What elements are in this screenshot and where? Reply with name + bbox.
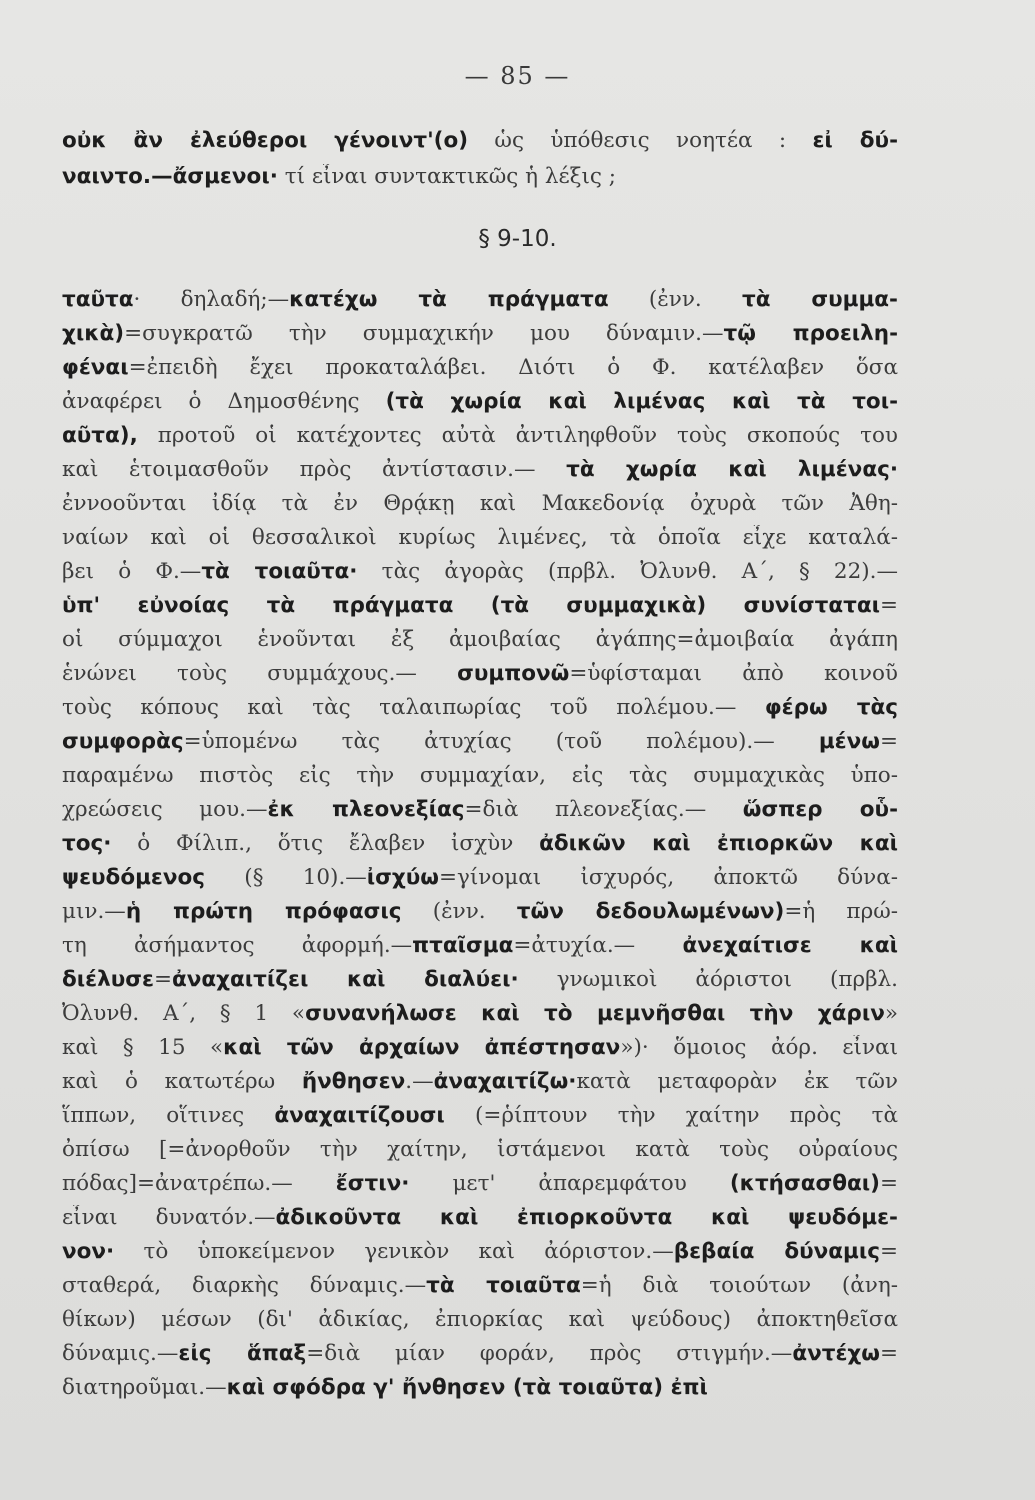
bold-term: εἰ δύ-	[812, 128, 898, 153]
bold-term: τος·	[62, 831, 112, 856]
gloss-text: τοὺς κόπους καὶ τὰς ταλαιπωρίας τοῦ πολέμου.—	[62, 695, 765, 720]
text-line	[62, 1001, 898, 1027]
gloss-text: ἀναφέρει ὁ Δημοσθένης	[62, 389, 386, 414]
bold-term: τὰ συμμα-	[742, 287, 898, 312]
text-line	[62, 423, 898, 449]
gloss-text: Ὀλυνθ. Α΄, § 1 «	[62, 1001, 306, 1026]
bold-term: τὰ τοιαῦτα	[426, 1273, 581, 1298]
bold-term: καὶ τῶν ἀρχαίων ἀπέστησαν	[223, 1035, 621, 1060]
gloss-text: θίκων) μέσων (δι' ἀδικίας, ἐπιορκίας καὶ ψεύδους) ἀποκτηθεῖσα	[62, 1307, 898, 1332]
gloss-text: =	[879, 1171, 898, 1196]
gloss-text: τη ἀσήμαντος ἀφορμή.—	[62, 933, 413, 958]
bold-term: ἀναχαιτίζω·	[433, 1069, 577, 1094]
gloss-text: δύναμις.—	[62, 1341, 179, 1366]
gloss-text: (=ῥίπτουν τὴν χαίτην πρὸς τὰ	[444, 1103, 898, 1128]
gloss-text: =ὑπομένω τὰς ἀτυχίας (τοῦ πολέμου).—	[183, 729, 819, 754]
text-line	[62, 321, 898, 347]
text-line	[62, 1239, 898, 1265]
gloss-text: =συγκρατῶ τὴν συμμαχικήν μου δύναμιν.—	[124, 321, 724, 346]
gloss-text: =ἐπειδὴ ἔχει προκαταλάβει. Διότι ὁ Φ. κατέλαβεν ὅσα	[128, 355, 898, 380]
gloss-text: (ἐνν.	[608, 287, 742, 312]
bold-term: ἐκ πλεονεξίας	[267, 797, 465, 822]
gloss-text: =ἡ πρώ-	[784, 899, 898, 924]
gloss-text: =γίνομαι ἰσχυρός, ἀποκτῶ δύνα-	[439, 865, 898, 890]
text-line	[62, 1273, 898, 1299]
bold-term: νον·	[62, 1239, 115, 1264]
gloss-text: οἱ σύμμαχοι ἑνοῦνται ἐξ ἀμοιβαίας ἀγάπης=ἀμοιβαία ἀγάπη	[62, 627, 898, 652]
text-line	[62, 287, 898, 313]
bold-term: βεβαία δύναμις	[673, 1239, 880, 1264]
gloss-text: =ἀτυχία.—	[513, 933, 683, 958]
gloss-text: ὁ Φίλιπ., ὅτις ἔλαβεν ἰσχὺν	[111, 831, 540, 856]
bold-term: ἰσχύω	[366, 865, 439, 890]
text-line	[62, 128, 898, 154]
section-heading: § 9-10.	[478, 226, 557, 252]
gloss-text: ὡς ὑπόθεσις νοητέα :	[468, 128, 813, 153]
gloss-text: =	[153, 967, 172, 992]
gloss-text: .—	[405, 1069, 434, 1094]
bold-term: ἀνεχαίτισε καὶ	[682, 933, 898, 958]
text-line	[62, 1375, 898, 1401]
text-line	[62, 627, 898, 653]
gloss-text: =ὑφίσταμαι ἀπὸ κοινοῦ	[569, 661, 898, 686]
text-line	[62, 593, 898, 619]
gloss-text: =	[879, 593, 898, 618]
gloss-text: ναίων καὶ οἱ θεσσαλικοὶ κυρίως λιμένες, τὰ ὁποῖα εἶχε καταλά-	[62, 525, 898, 550]
gloss-text: »	[884, 1001, 898, 1026]
gloss-text: =	[879, 1239, 898, 1264]
bold-term: ταῦτα	[62, 287, 134, 312]
text-line	[62, 899, 898, 925]
gloss-text: σταθερά, διαρκὴς δύναμις.—	[62, 1273, 427, 1298]
bold-term: ἀντέχω	[792, 1341, 880, 1366]
text-line	[62, 967, 898, 993]
gloss-text: =διὰ πλεονεξίας.—	[464, 797, 743, 822]
bold-term: οὐκ ἂν ἐλεύθεροι γένοιντ'(ο)	[62, 128, 469, 153]
text-line	[62, 164, 898, 190]
bold-term: συμπονῶ	[457, 661, 570, 686]
text-line	[62, 1307, 898, 1333]
text-line	[62, 1103, 898, 1129]
bold-term: καὶ σφόδρα γ' ἤνθησεν (τὰ τοιαῦτα) ἐπὶ	[226, 1375, 708, 1400]
bold-term: μένω	[818, 729, 880, 754]
gloss-text: ἵππων, οἵτινες	[62, 1103, 275, 1128]
bold-term: ἡ πρώτη πρόφασις	[125, 899, 402, 924]
gloss-text: γνωμικοὶ ἀόριστοι (πρβλ.	[518, 967, 898, 992]
bold-term: χικὰ)	[62, 321, 125, 346]
gloss-text: ὀπίσω [=ἀνορθοῦν τὴν χαίτην, ἱστάμενοι κατὰ τοὺς οὐραίους	[62, 1137, 898, 1162]
gloss-text: »)· ὅμοιος ἀόρ. εἶναι	[620, 1035, 898, 1060]
gloss-text: · δηλαδή;—	[133, 287, 290, 312]
gloss-text: =ἡ διὰ τοιούτων (ἀνη-	[580, 1273, 898, 1298]
gloss-text: πόδας]=ἀνατρέπω.—	[62, 1171, 336, 1196]
text-line	[62, 525, 898, 551]
bold-term: ἀναχαιτίζει καὶ διαλύει·	[171, 967, 519, 992]
bold-term: (τὰ χωρία καὶ λιμένας καὶ τὰ τοι-	[385, 389, 898, 414]
gloss-text: τὸ ὑποκείμενον γενικὸν καὶ ἀόριστον.—	[114, 1239, 674, 1264]
gloss-text: τὰς ἀγορὰς (πρβλ. Ὀλυνθ. Α΄, § 22).—	[357, 559, 898, 584]
text-line	[62, 831, 898, 857]
text-line	[62, 457, 898, 483]
gloss-text: μετ' ἀπαρεμφάτου	[409, 1171, 730, 1196]
bold-term: εἰς ἅπαξ	[178, 1341, 307, 1366]
text-line	[62, 763, 898, 789]
gloss-text: διατηροῦμαι.—	[62, 1375, 227, 1400]
text-line	[62, 797, 898, 823]
text-line	[62, 1205, 898, 1231]
bold-term: πταῖσμα	[412, 933, 514, 958]
bold-term: διέλυσε	[62, 967, 154, 992]
bold-term: ἔστιν·	[335, 1171, 410, 1196]
text-line	[62, 389, 898, 415]
text-line	[62, 559, 898, 585]
gloss-text: =	[879, 729, 898, 754]
bold-term: φέναι	[62, 355, 129, 380]
text-line	[62, 355, 898, 381]
bold-term: συμφορὰς	[62, 729, 184, 754]
bold-term: τὰ χωρία καὶ λιμένας·	[566, 457, 898, 482]
text-line	[62, 729, 898, 755]
bold-term: ὥσπερ οὗ-	[742, 797, 898, 822]
gloss-text: (ἐνν.	[401, 899, 517, 924]
gloss-text: καὶ § 15 «	[62, 1035, 224, 1060]
text-line	[62, 661, 898, 687]
bold-term: ἀδικῶν καὶ ἐπιορκῶν καὶ	[539, 831, 898, 856]
bold-term: τῶν δεδουλωμένων)	[516, 899, 785, 924]
gloss-text: ἐννοοῦνται ἰδίᾳ τὰ ἐν Θρᾴκῃ καὶ Μακεδονίᾳ ὀχυρὰ τῶν Ἀθη-	[62, 491, 898, 516]
gloss-text: τί εἶναι συντακτικῶς ἡ λέξις ;	[277, 164, 616, 189]
text-line	[62, 1137, 898, 1163]
page-number: — 85 —	[464, 62, 571, 90]
bold-term: ἤνθησεν	[301, 1069, 406, 1094]
gloss-text: καὶ ὁ κατωτέρω	[62, 1069, 302, 1094]
gloss-text: ἑνώνει τοὺς συμμάχους.—	[62, 661, 458, 686]
gloss-text: μιν.—	[62, 899, 126, 924]
bold-term: τὰ τοιαῦτα·	[201, 559, 358, 584]
gloss-text: εἶναι δυνατόν.—	[62, 1205, 276, 1230]
gloss-text: παραμένω πιστὸς εἰς τὴν συμμαχίαν, εἰς τὰς συμμαχικὰς ὑπο-	[62, 763, 898, 788]
gloss-text: =διὰ μίαν φοράν, πρὸς στιγμήν.—	[306, 1341, 793, 1366]
gloss-text: χρεώσεις μου.—	[62, 797, 268, 822]
bold-term: (κτήσασθαι)	[729, 1171, 880, 1196]
bold-term: ναιντο.—ἄσμενοι·	[62, 164, 278, 189]
gloss-text: προτοῦ οἱ κατέχοντες αὐτὰ ἀντιληφθοῦν τοὺς σκοπούς του	[137, 423, 898, 448]
gloss-text: =	[879, 1341, 898, 1366]
text-line	[62, 1171, 898, 1197]
bold-term: ψευδόμενος	[62, 865, 206, 890]
bold-term: φέρω τὰς	[764, 695, 898, 720]
bold-term: τῷ προειλη-	[723, 321, 898, 346]
gloss-text: (§ 10).—	[205, 865, 367, 890]
text-line	[62, 1069, 898, 1095]
bold-term: αῦτα),	[62, 423, 138, 448]
bold-term: ὑπ' εὐνοίας τὰ πράγματα (τὰ συμμαχικὰ) συνίσταται	[62, 593, 880, 618]
text-line	[62, 491, 898, 517]
bold-term: κατέχω τὰ πράγματα	[289, 287, 609, 312]
text-line	[62, 933, 898, 959]
text-line	[62, 695, 898, 721]
gloss-text: κατὰ μεταφορὰν ἐκ τῶν	[576, 1069, 898, 1094]
text-line	[62, 1341, 898, 1367]
bold-term: ἀναχαιτίζουσι	[274, 1103, 445, 1128]
gloss-text: βει ὁ Φ.—	[62, 559, 202, 584]
gloss-text: καὶ ἑτοιμασθοῦν πρὸς ἀντίστασιν.—	[62, 457, 567, 482]
text-line	[62, 865, 898, 891]
bold-term: συνανήλωσε καὶ τὸ μεμνῆσθαι τὴν χάριν	[305, 1001, 885, 1026]
bold-term: ἀδικοῦντα καὶ ἐπιορκοῦντα καὶ ψευδόμε-	[275, 1205, 898, 1230]
text-line	[62, 1035, 898, 1061]
